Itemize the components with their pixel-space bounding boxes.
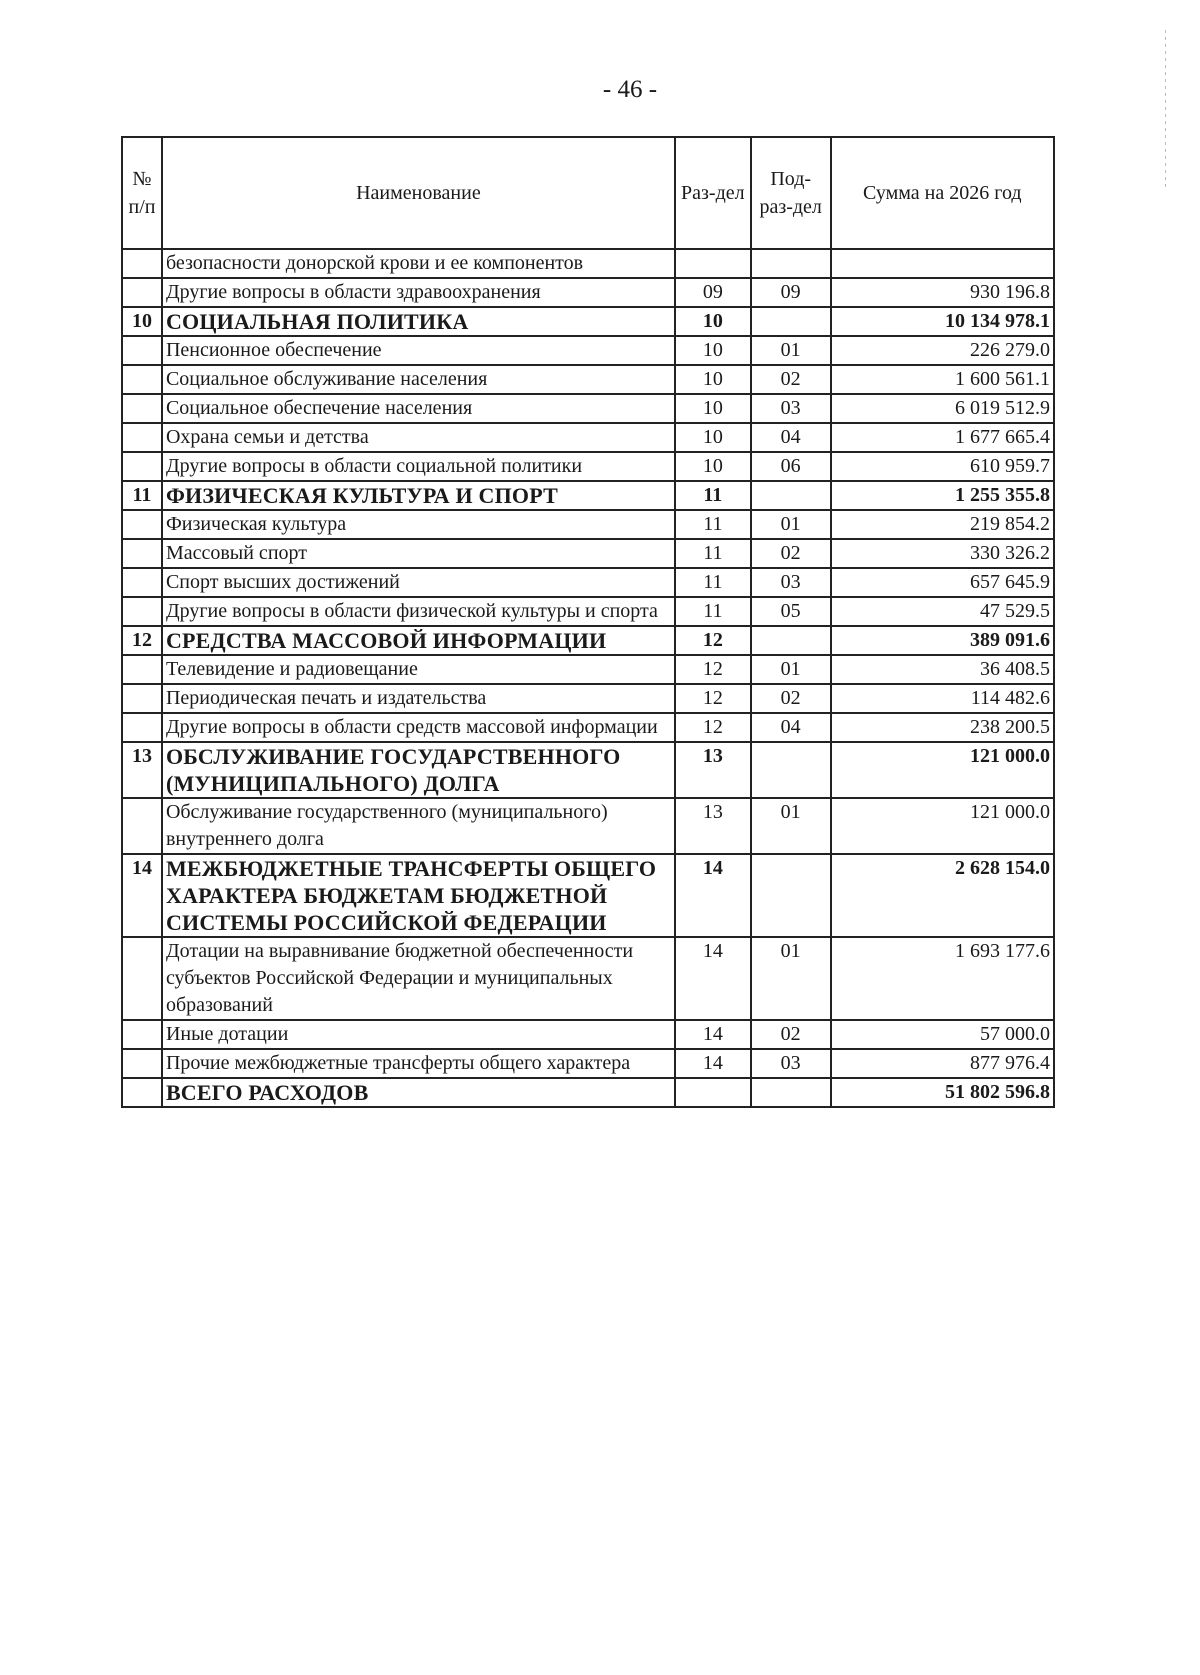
row-sum-cell: 1 693 177.6 [831, 937, 1054, 1020]
row-subsection-cell: 01 [751, 937, 831, 1020]
row-subsection-cell: 09 [751, 278, 831, 307]
table-row [122, 655, 1054, 684]
row-subsection-cell: 06 [751, 452, 831, 481]
row-number-cell [122, 336, 162, 365]
row-name-cell: Социальное обеспечение населения [162, 394, 675, 423]
row-sum-cell: 226 279.0 [831, 336, 1054, 365]
table-row [122, 452, 1054, 481]
row-name-cell: Другие вопросы в области социальной политики [162, 452, 675, 481]
table-row [122, 713, 1054, 742]
row-sum-cell: 51 802 596.8 [831, 1078, 1054, 1107]
table-row [122, 365, 1054, 394]
row-name-cell: Другие вопросы в области здравоохранения [162, 278, 675, 307]
row-sum-cell: 114 482.6 [831, 684, 1054, 713]
row-section-cell: 10 [675, 452, 751, 481]
row-sum-cell: 10 134 978.1 [831, 307, 1054, 336]
row-subsection-cell [751, 1078, 831, 1107]
row-name-cell: СОЦИАЛЬНАЯ ПОЛИТИКА [162, 307, 675, 336]
header-num: № п/п [122, 137, 162, 249]
row-sum-cell: 57 000.0 [831, 1020, 1054, 1049]
table-row [122, 684, 1054, 713]
row-number-cell: 11 [122, 481, 162, 510]
table-row [122, 510, 1054, 539]
row-subsection-cell: 03 [751, 568, 831, 597]
row-section-cell: 12 [675, 713, 751, 742]
row-section-cell: 09 [675, 278, 751, 307]
row-subsection-cell: 01 [751, 655, 831, 684]
table-row [122, 937, 1054, 1020]
row-sum-cell: 47 529.5 [831, 597, 1054, 626]
row-name-cell: Спорт высших достижений [162, 568, 675, 597]
table-section-row [122, 626, 1054, 655]
row-sum-cell: 2 628 154.0 [831, 854, 1054, 937]
row-subsection-cell: 01 [751, 336, 831, 365]
row-name-cell: Телевидение и радиовещание [162, 655, 675, 684]
scan-edge-artifact [1165, 30, 1166, 190]
table-section-row [122, 307, 1054, 336]
table-row [122, 798, 1054, 854]
row-number-cell [122, 568, 162, 597]
table-row [122, 249, 1054, 278]
row-section-cell: 12 [675, 626, 751, 655]
row-number-cell: 14 [122, 854, 162, 937]
row-name-cell: Иные дотации [162, 1020, 675, 1049]
table-row [122, 336, 1054, 365]
table-section-row [122, 1078, 1054, 1107]
row-section-cell: 10 [675, 365, 751, 394]
row-number-cell: 10 [122, 307, 162, 336]
row-section-cell: 10 [675, 336, 751, 365]
row-subsection-cell: 02 [751, 684, 831, 713]
row-sum-cell [831, 249, 1054, 278]
row-name-cell: Пенсионное обеспечение [162, 336, 675, 365]
row-sum-cell: 389 091.6 [831, 626, 1054, 655]
row-section-cell: 14 [675, 1049, 751, 1078]
row-section-cell: 11 [675, 510, 751, 539]
row-name-cell: Другие вопросы в области средств массовой информации [162, 713, 675, 742]
row-number-cell [122, 684, 162, 713]
row-number-cell [122, 798, 162, 854]
row-section-cell: 13 [675, 742, 751, 798]
row-number-cell [122, 713, 162, 742]
page-number: - 46 - [602, 76, 658, 103]
row-name-cell: безопасности донорской крови и ее компонентов [162, 249, 675, 278]
row-name-cell: Социальное обслуживание населения [162, 365, 675, 394]
row-subsection-cell: 02 [751, 539, 831, 568]
row-sum-cell: 1 255 355.8 [831, 481, 1054, 510]
row-number-cell: 13 [122, 742, 162, 798]
row-section-cell: 14 [675, 937, 751, 1020]
row-subsection-cell: 02 [751, 365, 831, 394]
row-section-cell [675, 1078, 751, 1107]
row-number-cell [122, 655, 162, 684]
row-subsection-cell [751, 481, 831, 510]
row-subsection-cell [751, 307, 831, 336]
row-number-cell [122, 249, 162, 278]
row-subsection-cell: 05 [751, 597, 831, 626]
row-name-cell: Прочие межбюджетные трансферты общего характера [162, 1049, 675, 1078]
budget-table [121, 136, 1055, 1108]
row-name-cell: Охрана семьи и детства [162, 423, 675, 452]
row-sum-cell: 330 326.2 [831, 539, 1054, 568]
row-section-cell: 11 [675, 539, 751, 568]
row-name-cell: Физическая культура [162, 510, 675, 539]
row-section-cell: 10 [675, 423, 751, 452]
row-name-cell: Обслуживание государственного (муниципального) внутреннего долга [162, 798, 675, 854]
row-name-cell: Дотации на выравнивание бюджетной обеспеченности субъектов Российской Федерации и муниципальных образований [162, 937, 675, 1020]
row-name-cell: ОБСЛУЖИВАНИЕ ГОСУДАРСТВЕННОГО (МУНИЦИПАЛЬНОГО) ДОЛГА [162, 742, 675, 798]
row-section-cell: 11 [675, 481, 751, 510]
row-subsection-cell: 01 [751, 510, 831, 539]
row-sum-cell: 238 200.5 [831, 713, 1054, 742]
row-sum-cell: 657 645.9 [831, 568, 1054, 597]
row-section-cell: 12 [675, 655, 751, 684]
row-section-cell: 10 [675, 307, 751, 336]
row-name-cell: Массовый спорт [162, 539, 675, 568]
row-number-cell: 12 [122, 626, 162, 655]
row-number-cell [122, 394, 162, 423]
table-row [122, 1020, 1054, 1049]
header-section: Раз-дел [675, 137, 751, 249]
row-name-cell: Периодическая печать и издательства [162, 684, 675, 713]
row-subsection-cell [751, 742, 831, 798]
table-header-row [122, 137, 1054, 249]
row-number-cell [122, 1020, 162, 1049]
row-number-cell [122, 365, 162, 394]
row-number-cell [122, 423, 162, 452]
table-row [122, 278, 1054, 307]
table-row [122, 394, 1054, 423]
row-section-cell: 14 [675, 854, 751, 937]
row-section-cell: 11 [675, 597, 751, 626]
row-section-cell: 10 [675, 394, 751, 423]
row-subsection-cell [751, 626, 831, 655]
table-row [122, 597, 1054, 626]
row-number-cell [122, 510, 162, 539]
row-name-cell: СРЕДСТВА МАССОВОЙ ИНФОРМАЦИИ [162, 626, 675, 655]
row-section-cell [675, 249, 751, 278]
row-number-cell [122, 539, 162, 568]
row-sum-cell: 1 677 665.4 [831, 423, 1054, 452]
table-row [122, 1049, 1054, 1078]
table-body [122, 249, 1054, 1107]
row-subsection-cell: 01 [751, 798, 831, 854]
row-sum-cell: 121 000.0 [831, 798, 1054, 854]
row-name-cell: Другие вопросы в области физической культуры и спорта [162, 597, 675, 626]
row-number-cell [122, 1049, 162, 1078]
row-subsection-cell [751, 854, 831, 937]
row-name-cell: ВСЕГО РАСХОДОВ [162, 1078, 675, 1107]
header-name: Наименование [162, 137, 675, 249]
table-row [122, 423, 1054, 452]
row-number-cell [122, 452, 162, 481]
table-row [122, 568, 1054, 597]
header-sum: Сумма на 2026 год [831, 137, 1054, 249]
row-sum-cell: 610 959.7 [831, 452, 1054, 481]
row-subsection-cell: 04 [751, 713, 831, 742]
row-subsection-cell: 04 [751, 423, 831, 452]
row-subsection-cell: 03 [751, 1049, 831, 1078]
row-section-cell: 12 [675, 684, 751, 713]
row-number-cell [122, 597, 162, 626]
row-subsection-cell [751, 249, 831, 278]
row-subsection-cell: 03 [751, 394, 831, 423]
row-sum-cell: 121 000.0 [831, 742, 1054, 798]
row-name-cell: МЕЖБЮДЖЕТНЫЕ ТРАНСФЕРТЫ ОБЩЕГО ХАРАКТЕРА БЮДЖЕТАМ БЮДЖЕТНОЙ СИСТЕМЫ РОССИЙСКОЙ ФЕДЕРАЦИИ [162, 854, 675, 937]
row-sum-cell: 1 600 561.1 [831, 365, 1054, 394]
table-section-row [122, 742, 1054, 798]
row-name-cell: ФИЗИЧЕСКАЯ КУЛЬТУРА И СПОРТ [162, 481, 675, 510]
row-sum-cell: 36 408.5 [831, 655, 1054, 684]
table-section-row [122, 481, 1054, 510]
row-section-cell: 13 [675, 798, 751, 854]
row-number-cell [122, 937, 162, 1020]
row-section-cell: 11 [675, 568, 751, 597]
row-subsection-cell: 02 [751, 1020, 831, 1049]
row-sum-cell: 877 976.4 [831, 1049, 1054, 1078]
row-number-cell [122, 278, 162, 307]
row-section-cell: 14 [675, 1020, 751, 1049]
row-number-cell [122, 1078, 162, 1107]
row-sum-cell: 219 854.2 [831, 510, 1054, 539]
row-sum-cell: 6 019 512.9 [831, 394, 1054, 423]
table-row [122, 539, 1054, 568]
header-subsection: Под-раз-дел [751, 137, 831, 249]
table-section-row [122, 854, 1054, 937]
row-sum-cell: 930 196.8 [831, 278, 1054, 307]
